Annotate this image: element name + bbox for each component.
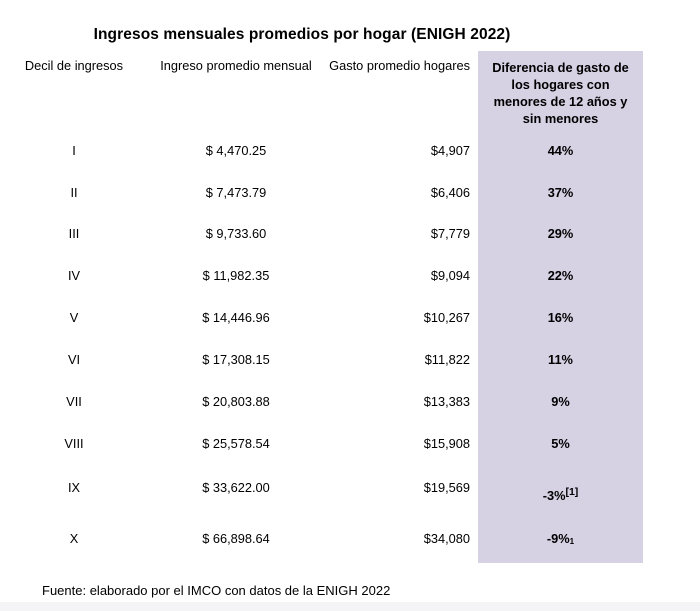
cell-diferencia: 9% xyxy=(551,394,570,409)
cell-gasto: $34,080 xyxy=(423,531,470,546)
cell-diferencia xyxy=(478,484,643,504)
column-header-diferencia-line: Diferencia de gasto de xyxy=(492,60,629,75)
cell-decil: X xyxy=(69,531,79,546)
table-row xyxy=(0,436,700,452)
cell-diferencia: 44% xyxy=(547,143,574,158)
cell-diferencia: 29% xyxy=(547,226,574,241)
cell-gasto: $10,267 xyxy=(423,310,470,325)
footnote-marker: 1 xyxy=(569,537,575,546)
column-header-decil: Decil de ingresos xyxy=(24,58,124,73)
cell-decil: III xyxy=(68,226,80,241)
table-row xyxy=(0,143,700,159)
cell-ingreso: $ 66,898.64 xyxy=(202,531,270,546)
column-header-diferencia-line: sin menores xyxy=(522,111,599,126)
table-row xyxy=(0,352,700,368)
cell-ingreso: $ 11,982.35 xyxy=(202,268,270,283)
cell-ingreso: $ 20,803.88 xyxy=(202,394,270,409)
cell-ingreso: $ 9,733.60 xyxy=(205,226,267,241)
cell-diferencia: 11% xyxy=(548,352,573,367)
diff-value: -3% xyxy=(542,488,566,503)
table-row xyxy=(0,531,700,547)
cell-diferencia: 37% xyxy=(547,185,574,200)
cell-ingreso: $ 4,470.25 xyxy=(205,143,267,158)
table-title: Ingresos mensuales promedios por hogar (ENIGH 2022) xyxy=(93,26,511,43)
cell-decil: VIII xyxy=(64,436,84,451)
cell-ingreso: $ 7,473.79 xyxy=(205,185,267,200)
cell-gasto: $15,908 xyxy=(423,436,470,451)
diff-value: -9% xyxy=(546,531,570,546)
table-row xyxy=(0,268,700,284)
cell-decil: IX xyxy=(67,480,81,495)
cell-decil: VI xyxy=(67,352,81,367)
column-header-ingreso: Ingreso promedio mensual xyxy=(160,58,312,73)
cell-ingreso: $ 25,578.54 xyxy=(202,436,270,451)
cell-gasto: $11,822 xyxy=(424,352,470,367)
cell-gasto: $6,406 xyxy=(430,185,470,200)
cell-decil: I xyxy=(72,143,76,158)
cell-decil: II xyxy=(70,185,78,200)
column-header-diferencia-line: los hogares con xyxy=(511,77,610,92)
cell-decil: VII xyxy=(66,394,82,409)
cell-gasto: $19,569 xyxy=(423,480,470,495)
cell-gasto: $4,907 xyxy=(430,143,470,158)
cell-gasto: $9,094 xyxy=(430,268,470,283)
table-row xyxy=(0,226,700,242)
cell-ingreso: $ 33,622.00 xyxy=(202,480,270,495)
page-bottom-strip xyxy=(0,602,700,611)
table-row xyxy=(0,310,700,326)
column-header-diferencia-line: menores de 12 años y xyxy=(493,94,628,109)
cell-gasto: $7,779 xyxy=(430,226,470,241)
cell-decil: IV xyxy=(67,268,81,283)
cell-diferencia xyxy=(478,531,643,550)
cell-gasto: $13,383 xyxy=(423,394,470,409)
cell-decil: V xyxy=(69,310,79,325)
cell-ingreso: $ 17,308.15 xyxy=(202,352,270,367)
cell-diferencia: 16% xyxy=(547,310,574,325)
cell-diferencia: 22% xyxy=(547,268,574,283)
cell-diferencia: 5% xyxy=(551,436,570,451)
table-row xyxy=(0,185,700,201)
column-header-gasto: Gasto promedio hogares xyxy=(329,58,470,73)
column-header-diferencia xyxy=(478,59,643,127)
source-note: Fuente: elaborado por el IMCO con datos de la ENIGH 2022 xyxy=(42,583,391,598)
footnote-marker: [1] xyxy=(565,486,579,498)
cell-ingreso: $ 14,446.96 xyxy=(202,310,270,325)
table-row xyxy=(0,394,700,410)
table-row xyxy=(0,480,700,503)
